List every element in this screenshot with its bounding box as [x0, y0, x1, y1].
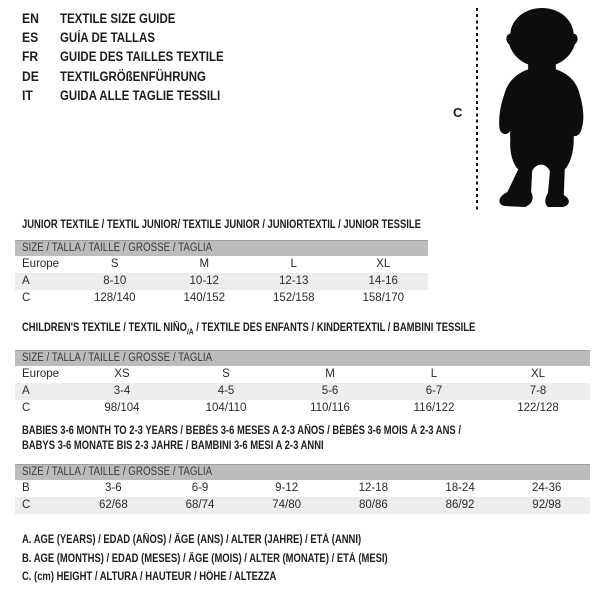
row-label: C [22, 292, 31, 304]
table-cell: L [290, 258, 297, 270]
size-header-bar [15, 350, 590, 366]
table-row-europe [15, 366, 590, 383]
table-cell: 10-12 [189, 275, 219, 287]
table-cell: 158/170 [362, 292, 405, 304]
table-cell: 128/140 [93, 292, 136, 304]
row-label: Europe [22, 368, 60, 381]
size-header-text: SIZE / TALLA / TAILLE / GRÖSSE / TAGLIA [22, 352, 213, 365]
size-header-bar [15, 240, 428, 256]
table-cell: 3-6 [105, 482, 122, 494]
language-code: FR [22, 49, 39, 65]
table-cell: 7-8 [529, 385, 547, 398]
table-title-text: BABYS 3-6 MONATE BIS 2-3 JAHRE / BAMBINI 3-6 MESI A 2-3 ANNI [22, 440, 324, 452]
table-cell: 74/80 [272, 499, 302, 511]
table-row-b [15, 480, 590, 497]
table-cell: 116/122 [413, 402, 455, 415]
table-cell: 8-10 [103, 275, 127, 287]
table-cell: 110/116 [310, 402, 350, 415]
language-label: TEXTILGRÖßENFÜHRUNG [60, 68, 206, 84]
toddler-silhouette-icon [487, 3, 597, 209]
language-row [22, 67, 253, 86]
language-row [22, 28, 253, 47]
table-title [15, 218, 428, 233]
table-rows [15, 256, 428, 307]
table-cell: 86/92 [445, 499, 475, 511]
row-label: A [22, 385, 30, 398]
table-row-c [15, 497, 590, 514]
table-cell: 24-36 [531, 482, 562, 494]
table-cell: S [110, 258, 119, 270]
size-header-text: SIZE / TALLA / TAILLE / GRÖSSE / TAGLIA [22, 242, 213, 254]
table-row-a [15, 273, 428, 290]
table-cell: M [199, 258, 210, 270]
row-label: C [22, 499, 31, 511]
language-label: TEXTILE SIZE GUIDE [60, 11, 176, 26]
table-rows [15, 366, 590, 417]
language-row [22, 47, 253, 66]
table-cell: 140/152 [183, 292, 226, 304]
table-title-text: BABIES 3-6 MONTH TO 2-3 YEARS / BEBÉS 3-6 MESES A 2-3 AÑOS / BÉBÉS 3-6 MOIS À 2-3 ANS / [22, 425, 461, 437]
table-cell: 3-4 [113, 385, 131, 398]
size-table-section-junior [15, 218, 428, 307]
table-cell: XL [530, 368, 546, 381]
table-cell: 9-12 [275, 482, 299, 494]
legend-line: C. (cm) HEIGHT / ALTURA / HAUTEUR / HÖHE / ALTEZZA [22, 571, 277, 583]
table-row-c [15, 290, 428, 307]
language-label: GUIDA ALLE TAGLIE TESSILI [60, 87, 221, 103]
size-header-text: SIZE / TALLA / TAILLE / GRÖSSE / TAGLIA [22, 466, 213, 478]
legend-line: A. AGE (YEARS) / EDAD (AÑOS) / ÂGE (ANS) / ALTER (JAHRE) / ETÀ (ANNI) [22, 534, 362, 546]
table-title-text: CHILDREN'S TEXTILE / TEXTIL NIÑO [22, 322, 188, 334]
table-title-line [22, 321, 488, 339]
table-cell: 6-7 [425, 385, 443, 398]
size-table [15, 350, 590, 417]
size-table-section-children [15, 321, 590, 417]
table-cell: 92/98 [532, 499, 562, 511]
table-title-line [22, 218, 421, 233]
table-cell: 5-6 [321, 385, 339, 398]
table-rows [15, 480, 590, 514]
language-title-list [22, 9, 253, 105]
table-title [15, 321, 590, 339]
table-cell: XL [376, 258, 391, 270]
table-cell: M [325, 368, 335, 381]
language-label: GUIDE DES TAILLES TEXTILE [60, 49, 224, 65]
table-cell: 12-13 [279, 275, 309, 287]
table-cell: 98/104 [104, 402, 140, 415]
table-cell: XS [114, 368, 130, 381]
table-title-text: /A [187, 327, 194, 337]
language-code: DE [22, 68, 39, 84]
table-cell: 6-9 [191, 482, 209, 494]
table-title-line [22, 439, 488, 454]
row-label: C [22, 402, 31, 415]
language-code: EN [22, 11, 39, 26]
table-cell: 80/86 [358, 499, 388, 511]
row-label: Europe [22, 258, 60, 270]
table-cell: 122/128 [517, 402, 559, 415]
language-code: ES [22, 30, 39, 46]
table-title [15, 424, 590, 454]
table-cell: 18-24 [445, 482, 475, 494]
table-cell: L [430, 368, 438, 381]
table-title-text: JUNIOR TEXTILE / TEXTIL JUNIOR/ TEXTILE JUNIOR / JUNIORTEXTIL / JUNIOR TESSILE [22, 219, 421, 231]
legend-line: B. AGE (MONTHS) / EDAD (MESES) / ÂGE (MOIS) / ALTER (MONATE) / ETÀ (MESI) [22, 552, 388, 565]
table-cell: 152/158 [272, 292, 315, 304]
table-row-c [15, 400, 590, 417]
table-cell: S [222, 368, 230, 381]
language-row [22, 9, 253, 28]
height-measure-figure [440, 0, 600, 216]
table-row-a [15, 383, 590, 400]
language-label: GUÍA DE TALLAS [60, 30, 155, 46]
table-cell: 62/68 [98, 499, 128, 511]
height-dashed-line [476, 8, 478, 210]
measurement-legend [22, 531, 468, 587]
size-table-section-babies [15, 424, 590, 514]
table-cell: 14-16 [368, 275, 398, 287]
language-row [22, 86, 253, 105]
table-title-line [22, 424, 488, 439]
size-table [15, 464, 590, 514]
table-cell: 4-5 [217, 385, 235, 398]
table-cell: 12-18 [358, 482, 389, 494]
size-header-bar [15, 464, 590, 480]
language-code: IT [22, 87, 33, 103]
measure-c-label: C [453, 105, 463, 120]
row-label: B [22, 482, 30, 494]
row-label: A [22, 275, 30, 287]
table-title-text: / TEXTILE DES ENFANTS / KINDERTEXTIL / BAMBINI TESSILE [193, 322, 476, 334]
size-table [15, 240, 428, 307]
table-cell: 68/74 [185, 499, 215, 511]
table-row-europe [15, 256, 428, 273]
table-cell: 104/110 [205, 402, 247, 415]
